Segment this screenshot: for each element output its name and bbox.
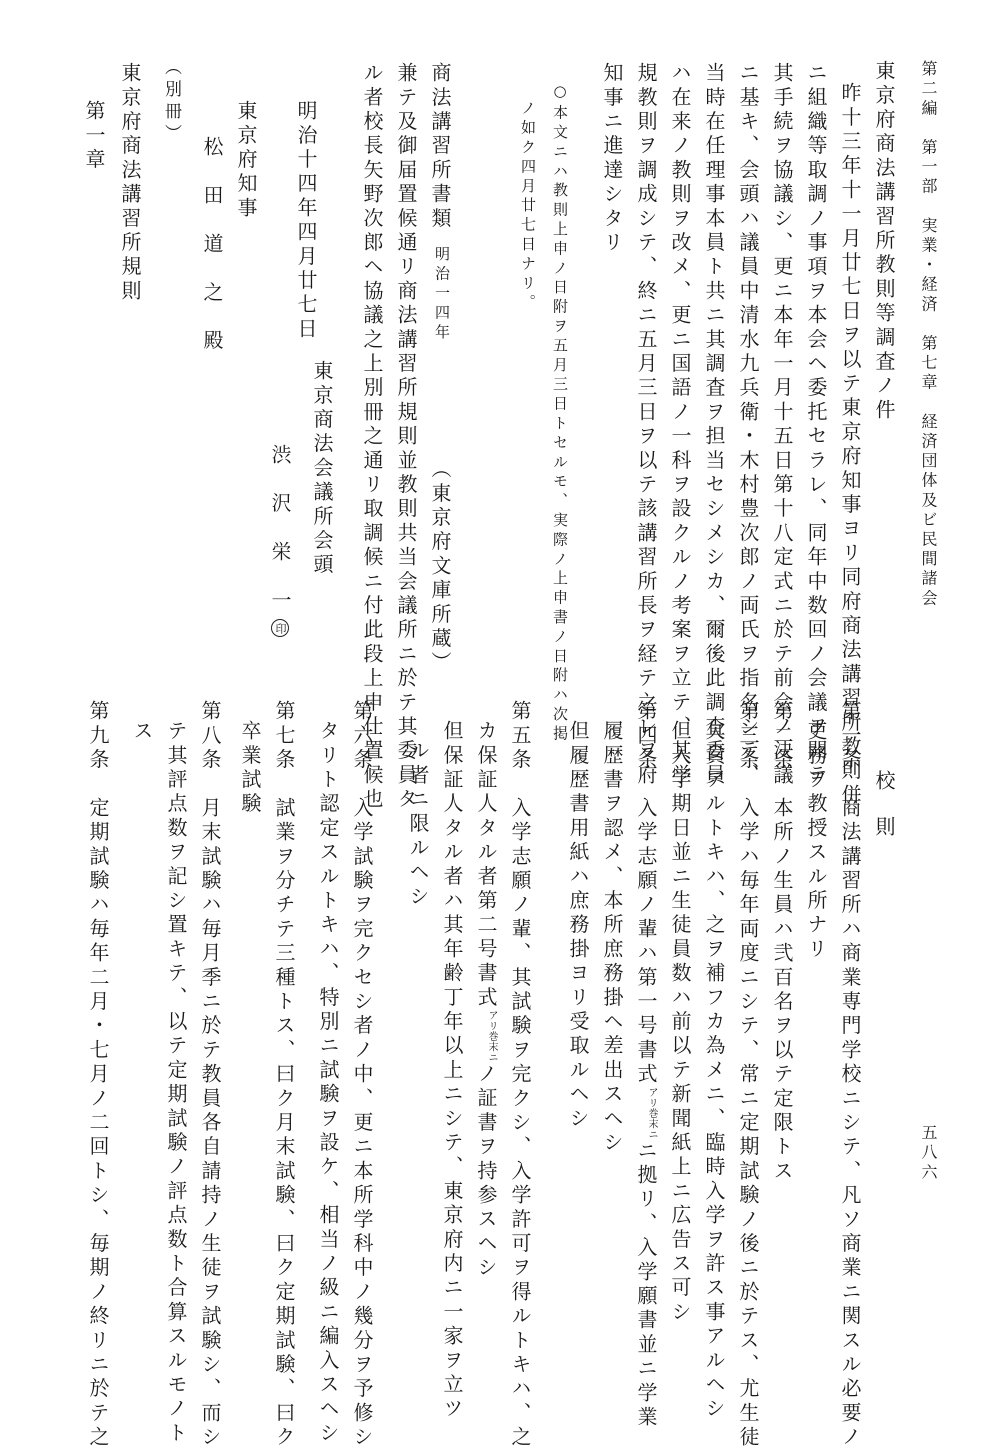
article-line: タリト認定スルトキハ、特別ニ試験ヲ設ケ、相当ノ級ニ編入スヘシ [316, 720, 340, 1446]
letter-line: ル者校長矢野次郎ヘ協議之上別冊之通リ取調候ニ付此段上申仕置候也 [360, 62, 384, 813]
body-line: 其手続ヲ協議シ、更ニ本年一月十五日第十八定式ニ於テ前会ノ決議 [770, 62, 794, 788]
document-source: （東京府文庫所蔵） [428, 458, 452, 676]
document-year: 明治一四年 [433, 246, 451, 343]
body-line: ニ基キ、会頭ハ議員中清水九兵衛・木村豊次郎ノ両氏ヲ指名シテ、 [736, 62, 760, 788]
article-line: 吏務ヲ教授スル所ナリ [804, 720, 828, 962]
article-line: 第八条 月末試験ハ毎月季ニ於テ教員各自請持ノ生徒ヲ試験シ、而シ [198, 700, 222, 1450]
article-line: 第二条 本所ノ生員ハ弐百名ヲ以テ定限トス [770, 700, 794, 1184]
chapter-heading: 第一章 [82, 100, 106, 173]
sender-name: 渋 沢 栄 一印 [270, 444, 290, 637]
article-line: カ保証人タル者第二号書式 巻末ニ アリ ノ証書ヲ持参スヘシ [474, 720, 498, 1281]
body-line: 規教則ヲ調成シテ、終ニ五月三日ヲ以テ該講習所長ヲ経テ之レヲ府 [634, 62, 658, 789]
inline-note: 巻末ニ アリ [486, 1010, 497, 1063]
body-line: ハ在来ノ教則ヲ改メ、更ニ国語ノ一科ヲ設クルノ考案ヲ立テ、其学 [668, 62, 692, 788]
body-line: 昨十三年十一月廿七日ヲ以テ東京府知事ヨリ同府商法講習所教則併 [838, 82, 862, 808]
inline-note: 巻末ニ アリ [646, 1087, 657, 1140]
article-line: 卒業試験 [238, 720, 262, 817]
editor-note: ○本文ニハ教則上申ノ日附ヲ五月三日トセルモ、実際ノ上申書ノ日附ハ次掲 [551, 82, 569, 745]
article-line: 第五条 入学志願ノ輩、其試験ヲ完クシ、入学許可ヲ得ルトキハ、之 [508, 700, 532, 1450]
body-line: 知事ニ進達シタリ [600, 62, 624, 256]
editor-note: ノ如ク四月廿七日ナリ。 [519, 100, 537, 314]
article-line: 第七条 試業ヲ分チテ三種トス、曰ク月末試験、曰ク定期試験、曰ク [272, 700, 296, 1450]
article-line: 但保証人タル者ハ其年齢丁年以上ニシテ、東京府内ニ一家ヲ立ツ [440, 720, 464, 1422]
article-line: ル者ニ限ルヘシ [406, 740, 430, 910]
document-title: 商法講習所書類 [428, 62, 452, 232]
article-line: 第四条 入学志願ノ輩ハ第一号書式 巻末ニ アリ ニ拠リ、入学願書並ニ学業 [634, 700, 658, 1431]
letter-date: 明治十四年四月廿七日 [294, 100, 318, 342]
article-line: ス [130, 720, 154, 745]
body-line: 当時在任理事本員ト共ニ其調査ヲ担当セシメシカ、爾後此調査委員 [702, 62, 726, 788]
article-line: 但履歴書用紙ハ庶務掛ヨリ受取ルヘシ [566, 720, 590, 1132]
section-heading: 校則 [872, 770, 896, 862]
rules-title: 東京府商法講習所規則 [118, 62, 142, 304]
body-line: ニ組織等取調ノ事項ヲ本会ヘ委托セラレ、同年中数回ノ会議ヲ開テ [804, 62, 828, 788]
seal-mark: 印 [271, 619, 289, 637]
recipient-title: 東京府知事 [234, 100, 258, 221]
article-line: テ其評点数ヲ記シ置キテ、以テ定期試験ノ評点数ト合算スルモノト [164, 720, 188, 1446]
sender-org: 東京商法会議所会頭 [310, 360, 334, 578]
page-number: 五八六 [919, 1124, 938, 1183]
article-line: 第九条 定期試験ハ毎年二月・七月ノ二回トシ、毎期ノ終リニ於テ之 [86, 700, 110, 1450]
article-line: 但入学期日並ニ生徒員数ハ前以テ新聞紙上ニ広告ス可シ [668, 720, 692, 1325]
article-line: 第三条 入学ハ毎年両度ニシテ、常ニ定期試験ノ後ニ於テス、尤生徒 [736, 700, 760, 1450]
running-header: 第二編 第一部 実業・経済 第七章 経済団体及ビ民間諸会 [919, 60, 938, 609]
article-line: 第六条 入学試験ヲ完クセシ者ノ中、更ニ本所学科中ノ幾分ヲ予修シ [350, 700, 374, 1450]
article-line: 欠員アルトキハ、之ヲ補フカ為メニ、臨時入学ヲ許ス事アルヘシ [702, 720, 726, 1422]
letter-line: 兼テ及御届置候通リ商法講習所規則並教則共当会議所ニ於テ其委員タ [394, 62, 418, 813]
section-title: 東京府商法講習所教則等調査ノ件 [872, 60, 896, 423]
recipient-name: 松 田 道 之 殿 [200, 136, 224, 354]
article-line: 第一条 商法講習所ハ商業専門学校ニシテ、凡ソ商業ニ関スル必要ノ [838, 700, 862, 1450]
appendix-label: （別冊） [161, 58, 181, 146]
article-line: 履歴書ヲ認メ、本所庶務掛ヘ差出スヘシ [600, 720, 624, 1156]
